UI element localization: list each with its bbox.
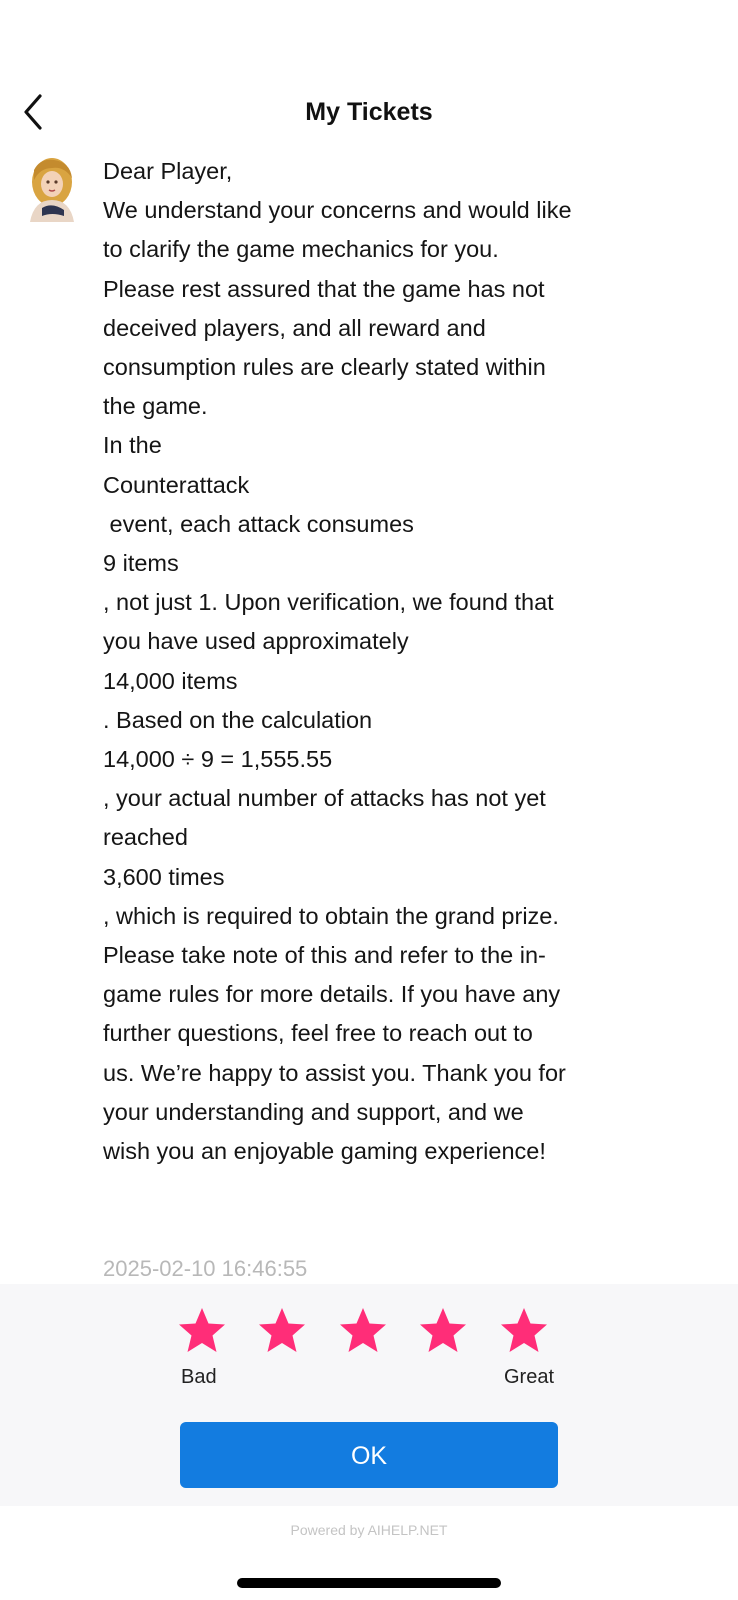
message-line: . Based on the calculation: [103, 706, 373, 733]
support-message: [103, 152, 633, 1171]
star-2-icon[interactable]: [257, 1306, 307, 1356]
message-line: We understand your concerns and would like: [103, 197, 572, 224]
star-rating: [180, 1306, 560, 1356]
message-line: consumption rules are clearly stated within: [103, 354, 546, 381]
rating-label-great: Great: [504, 1366, 555, 1388]
message-line: event, each attack consumes: [103, 510, 414, 537]
message-line: 9 items: [103, 550, 179, 577]
home-indicator: [237, 1578, 501, 1588]
message-line: 3,600 times: [103, 863, 225, 890]
message-line: you have used approximately: [103, 628, 409, 655]
message-line: game rules for more details. If you have any: [103, 981, 561, 1008]
message-line: us. We’re happy to assist you. Thank you for: [103, 1059, 566, 1086]
message-line: 14,000 items: [103, 667, 238, 694]
message-line: Please rest assured that the game has not: [103, 275, 545, 302]
message-line: Counterattack: [103, 471, 250, 498]
message-line: the game.: [103, 393, 208, 420]
message-line: In the: [103, 432, 162, 459]
star-3-icon[interactable]: [338, 1306, 388, 1356]
message-timestamp: 2025-02-10 16:46:55: [103, 1256, 308, 1281]
message-line: Please take note of this and refer to the in-: [103, 942, 546, 969]
rating-label-bad: Bad: [181, 1366, 217, 1388]
rating-panel: [0, 1284, 738, 1506]
message-line: further questions, feel free to reach out to: [103, 1020, 533, 1047]
message-line: Dear Player,: [103, 158, 233, 184]
support-avatar: [24, 156, 80, 222]
message-line: wish you an enjoyable gaming experience!: [103, 1138, 546, 1165]
powered-by-footer: Powered by AIHELP.NET: [290, 1522, 448, 1538]
ok-button[interactable]: OK: [180, 1422, 558, 1488]
message-line: , your actual number of attacks has not yet: [103, 785, 546, 812]
message-line: , which is required to obtain the grand prize.: [103, 902, 559, 929]
message-line: , not just 1. Upon verification, we found that: [103, 589, 554, 616]
message-line: to clarify the game mechanics for you.: [103, 236, 499, 263]
header-bar: [0, 80, 738, 146]
message-line: deceived players, and all reward and: [103, 314, 486, 341]
star-1-icon[interactable]: [177, 1306, 227, 1356]
star-4-icon[interactable]: [418, 1306, 468, 1356]
page-title: My Tickets: [305, 98, 433, 126]
message-line: reached: [103, 824, 188, 851]
message-line: your understanding and support, and we: [103, 1098, 524, 1125]
star-5-icon[interactable]: [499, 1306, 549, 1356]
message-line: 14,000 ÷ 9 = 1,555.55: [103, 746, 333, 773]
